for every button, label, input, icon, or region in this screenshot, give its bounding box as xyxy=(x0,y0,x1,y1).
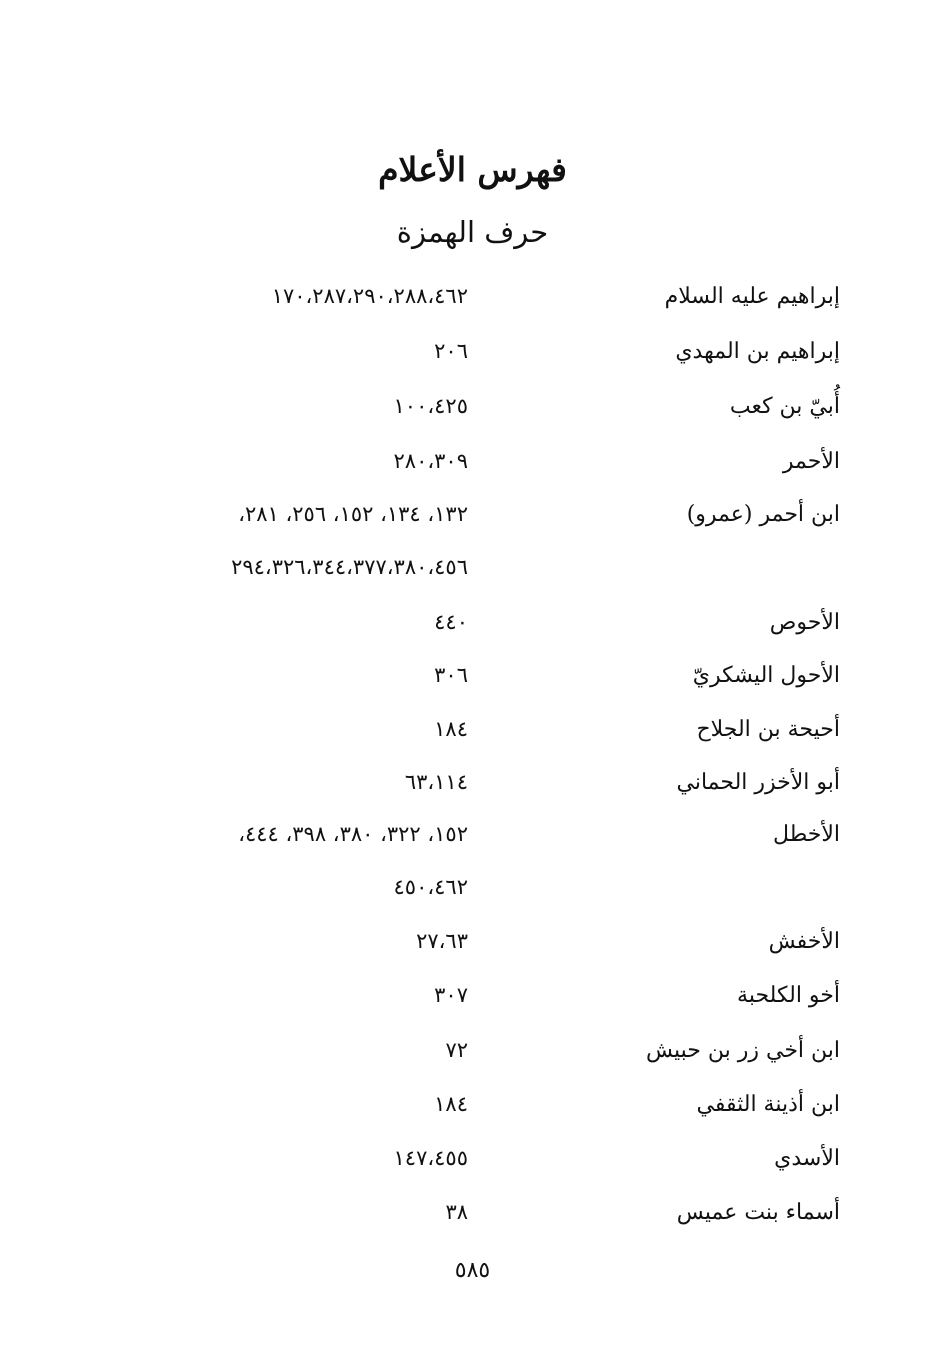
entry-pages: ١٧٠،٢٨٧،٢٩٠،٢٨٨،٤٦٢ xyxy=(271,284,468,308)
entry-pages: ١٤٧،٤٥٥ xyxy=(393,1146,468,1170)
entry-pages: ٢٠٦ xyxy=(434,339,468,363)
section-heading: حرف الهمزة xyxy=(396,215,549,249)
index-entry xyxy=(60,1038,840,1084)
entry-pages: ٧٢ xyxy=(445,1038,468,1062)
entry-name: ابن أحمر (عمرو) xyxy=(686,502,840,527)
index-entry-continued xyxy=(60,875,840,921)
entry-pages: ٢٩٤،٣٢٦،٣٤٤،٣٧٧،٣٨٠،٤٥٦ xyxy=(231,555,468,579)
index-entry xyxy=(60,610,840,656)
entry-name: الأسدي xyxy=(774,1146,840,1171)
entry-pages: ٢٨٠،٣٠٩ xyxy=(393,449,468,473)
index-entry-continued xyxy=(60,555,840,601)
index-entry xyxy=(60,983,840,1029)
index-entry xyxy=(60,394,840,440)
index-entry xyxy=(60,770,840,816)
entry-pages: ٣٠٦ xyxy=(434,663,468,687)
entry-pages: ٣٠٧ xyxy=(434,983,468,1007)
entry-name: أحيحة بن الجلاح xyxy=(696,717,840,742)
entry-name: أخو الكلحبة xyxy=(737,983,840,1008)
entry-name: الأحوص xyxy=(769,610,840,635)
index-entry xyxy=(60,339,840,385)
entry-name: أُبيّ بن كعب xyxy=(729,394,840,419)
entry-name: أبو الأخزر الحماني xyxy=(676,770,840,795)
page-title: فهرس الأعلام xyxy=(378,150,567,189)
entry-name: ابن أخي زر بن حبيش xyxy=(645,1038,840,1063)
entry-name: الأخفش xyxy=(768,929,840,954)
index-entry xyxy=(60,1200,840,1246)
entry-pages: ٤٥٠،٤٦٢ xyxy=(393,875,468,899)
entry-name: إبراهيم بن المهدي xyxy=(675,339,840,364)
index-entry xyxy=(60,717,840,763)
entry-name: ابن أذينة الثقفي xyxy=(696,1092,840,1117)
entry-pages: ٤٤٠ xyxy=(434,610,468,634)
entry-pages: ٢٧،٦٣ xyxy=(416,929,468,953)
index-entry xyxy=(60,449,840,495)
entry-name: إبراهيم عليه السلام xyxy=(664,284,840,309)
entry-pages: ١٣٢، ١٣٤، ١٥٢، ٢٥٦، ٢٨١، xyxy=(238,502,468,526)
entry-name: أسماء بنت عميس xyxy=(676,1200,840,1225)
index-entry xyxy=(60,822,840,868)
index-entry xyxy=(60,663,840,709)
entry-pages: ١٠٠،٤٢٥ xyxy=(393,394,468,418)
entry-name: الأحول اليشكريّ xyxy=(692,663,840,688)
index-entry xyxy=(60,284,840,330)
index-entry xyxy=(60,1092,840,1138)
page-number: ٥٨٥ xyxy=(454,1258,491,1283)
entry-pages: ١٥٢، ٣٢٢، ٣٨٠، ٣٩٨، ٤٤٤، xyxy=(238,822,468,846)
entry-pages: ٦٣،١١٤ xyxy=(404,770,468,794)
entry-name: الأحمر xyxy=(782,449,840,474)
index-entry xyxy=(60,929,840,975)
index-entry xyxy=(60,1146,840,1192)
entry-pages: ٣٨ xyxy=(445,1200,468,1224)
entry-pages: ١٨٤ xyxy=(434,1092,468,1116)
index-entry xyxy=(60,502,840,548)
entry-name: الأخطل xyxy=(773,822,840,847)
entry-pages: ١٨٤ xyxy=(434,717,468,741)
